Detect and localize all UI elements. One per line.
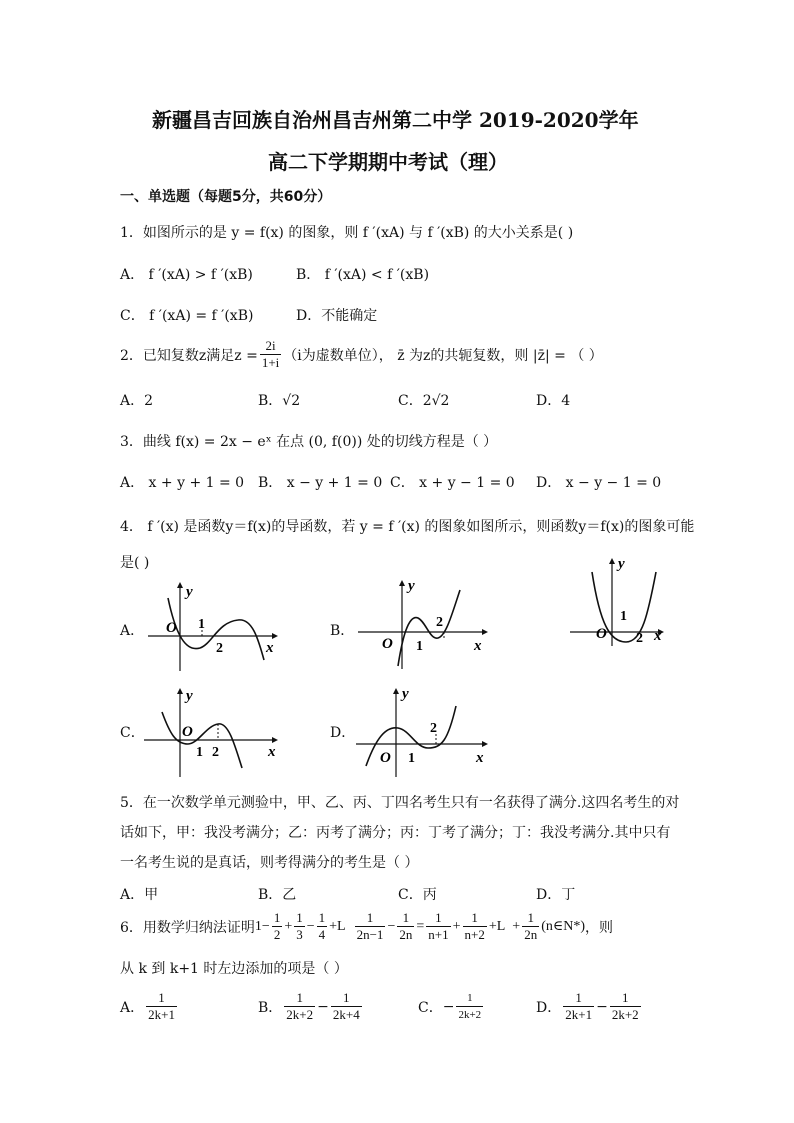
graph-option-d [352, 682, 502, 782]
q5-option-c: C．丙 [398, 887, 437, 903]
question-4-stem-line-2: 是( ) [120, 555, 150, 571]
y-label: y [186, 688, 193, 704]
q4-option-d-label: D． [330, 725, 356, 741]
origin-label: O [166, 620, 177, 636]
q1-option-d: D．不能确定 [296, 308, 378, 324]
x-axis [570, 629, 664, 635]
q4-option-b-label: B． [330, 623, 355, 639]
q2-fraction-denominator: 1+i [261, 355, 280, 370]
q6-option-d-label: D． [536, 999, 562, 1016]
question-3-stem: 3．曲线 f(x) = 2x − eˣ 在点 (0, f(0)) 处的切线方程是（ ） [120, 434, 498, 450]
x-label: x [266, 640, 274, 656]
y-label: y [408, 578, 415, 594]
question-6-stem: 6．用数学归纳法证明 1− $\frac{1}{2}$ + $\frac{1}{3}$ − $\frac{1}{4}$ +L $\frac{1}{2n-1}$ − $\frac{1}{2n}$ = $\frac{1}{n+1}$ + $\frac{1}{n+2}$ +L + $\frac{1}{2n}$ (n∈N*) ，则 [120, 910, 613, 942]
q6-option-c-label: C． [418, 999, 443, 1016]
tick-1: 1 [408, 751, 415, 766]
q6-stem-end: ，则 [585, 919, 613, 936]
origin-label: O [596, 626, 607, 642]
question-6-line-2: 从 k 到 k+1 时左边添加的项是（ ） [120, 961, 348, 977]
tick-2: 2 [212, 745, 219, 760]
y-axis [177, 582, 183, 671]
graph-option-c [140, 682, 280, 782]
graph-derivative [566, 554, 676, 654]
q3-option-d: D． x − y − 1 = 0 [536, 475, 662, 491]
q6-option-b: B． $\frac{1}{2k+2}$ − $\frac{1}{2k+4}$ [258, 990, 360, 1022]
section-heading: 一、单选题（每题5分，共60分） [120, 189, 332, 205]
x-label: x [474, 638, 482, 654]
q2-option-d: D．4 [536, 393, 571, 409]
tick-2: 2 [430, 721, 437, 736]
q6-option-c: C． − $\frac{1}{2k+2}$ [418, 992, 482, 1021]
q6-option-d: D． $\frac{1}{2k+1}$ − $\frac{1}{2k+2}$ [536, 990, 639, 1022]
tick-2: 2 [436, 615, 443, 630]
tick-1: 1 [198, 617, 205, 632]
x-label: x [476, 750, 484, 766]
q2-option-a: A．2 [120, 393, 154, 409]
tick-2: 2 [636, 631, 643, 646]
q6-option-a-label: A． [120, 999, 145, 1016]
q3-option-b: B． x − y + 1 = 0 [258, 475, 383, 491]
q3-option-c: C． x + y − 1 = 0 [390, 475, 515, 491]
q2-option-c: C．2√2 [398, 393, 450, 409]
q1-option-c: C． f ′(xA) = f ′(xB) [120, 308, 254, 324]
y-label: y [186, 584, 193, 600]
q2-option-b: B．√2 [258, 393, 301, 409]
x-axis [144, 737, 278, 743]
graph-option-b [352, 574, 502, 674]
question-5-line-2: 话如下，甲：我没考满分；乙：丙考了满分；丙：丁考了满分；丁：我没考满分.其中只有 [120, 825, 671, 841]
q3-option-a: A． x + y + 1 = 0 [120, 475, 245, 491]
x-axis [358, 629, 488, 635]
question-5-line-3: 一名考生说的是真话，则考得满分的考生是（ ） [120, 855, 419, 871]
title-line-1: 新疆昌吉回族自治州昌吉州第二中学 2019-2020学年 [152, 108, 639, 132]
y-label: y [618, 556, 625, 572]
x-label: x [268, 744, 276, 760]
q4-option-c-label: C． [120, 725, 145, 741]
q5-option-a: A．甲 [120, 887, 159, 903]
q1-option-b: B． f ′(xA) < f ′(xB) [296, 267, 430, 283]
tick-2: 2 [216, 641, 223, 656]
y-label: y [402, 686, 409, 702]
q2-fraction [260, 338, 281, 371]
graph-option-a [140, 576, 280, 676]
title-line-2: 高二下学期期中考试（理） [268, 150, 508, 174]
q1-option-a: A． f ′(xA) > f ′(xB) [120, 267, 253, 283]
origin-label: O [380, 750, 391, 766]
q5-option-b: B．乙 [258, 887, 297, 903]
origin-label: O [182, 724, 193, 740]
tick-1: 1 [620, 609, 627, 624]
q2-stem-end: （i为虚数单位）， z̄ 为z的共轭复数，则 |z̄| = （ ） [283, 347, 603, 364]
q6-stem-start: 6．用数学归纳法证明 [120, 919, 255, 936]
x-label: x [654, 628, 662, 644]
curve [398, 590, 460, 666]
q4-option-a-label: A． [120, 623, 145, 639]
origin-label: O [382, 636, 393, 652]
question-5-line-1: 5．在一次数学单元测验中，甲、乙、丙、丁四名考生只有一名获得了满分.这四名考生的对 [120, 795, 680, 811]
q2-stem-start: 2．已知复数z满足z = [120, 347, 258, 364]
q6-option-b-label: B． [258, 999, 283, 1016]
q2-fraction-numerator: 2i [265, 338, 276, 353]
q5-option-d: D．丁 [536, 887, 576, 903]
y-axis [393, 688, 399, 777]
question-1-stem: 1．如图所示的是 y = f(x) 的图象，则 f ′(xA) 与 f ′(xB) 的大小关系是( ) [120, 225, 574, 241]
q6-option-a: A． $\frac{1}{2k+1}$ [120, 990, 175, 1022]
tick-1: 1 [416, 639, 423, 654]
question-2-stem [120, 338, 603, 371]
tick-1: 1 [196, 745, 203, 760]
question-4-stem-line-1: 4． f ′(x) 是函数y＝f(x)的导函数，若 y = f ′(x) 的图象如图所示，则函数y＝f(x)的图象可能 [120, 519, 695, 535]
